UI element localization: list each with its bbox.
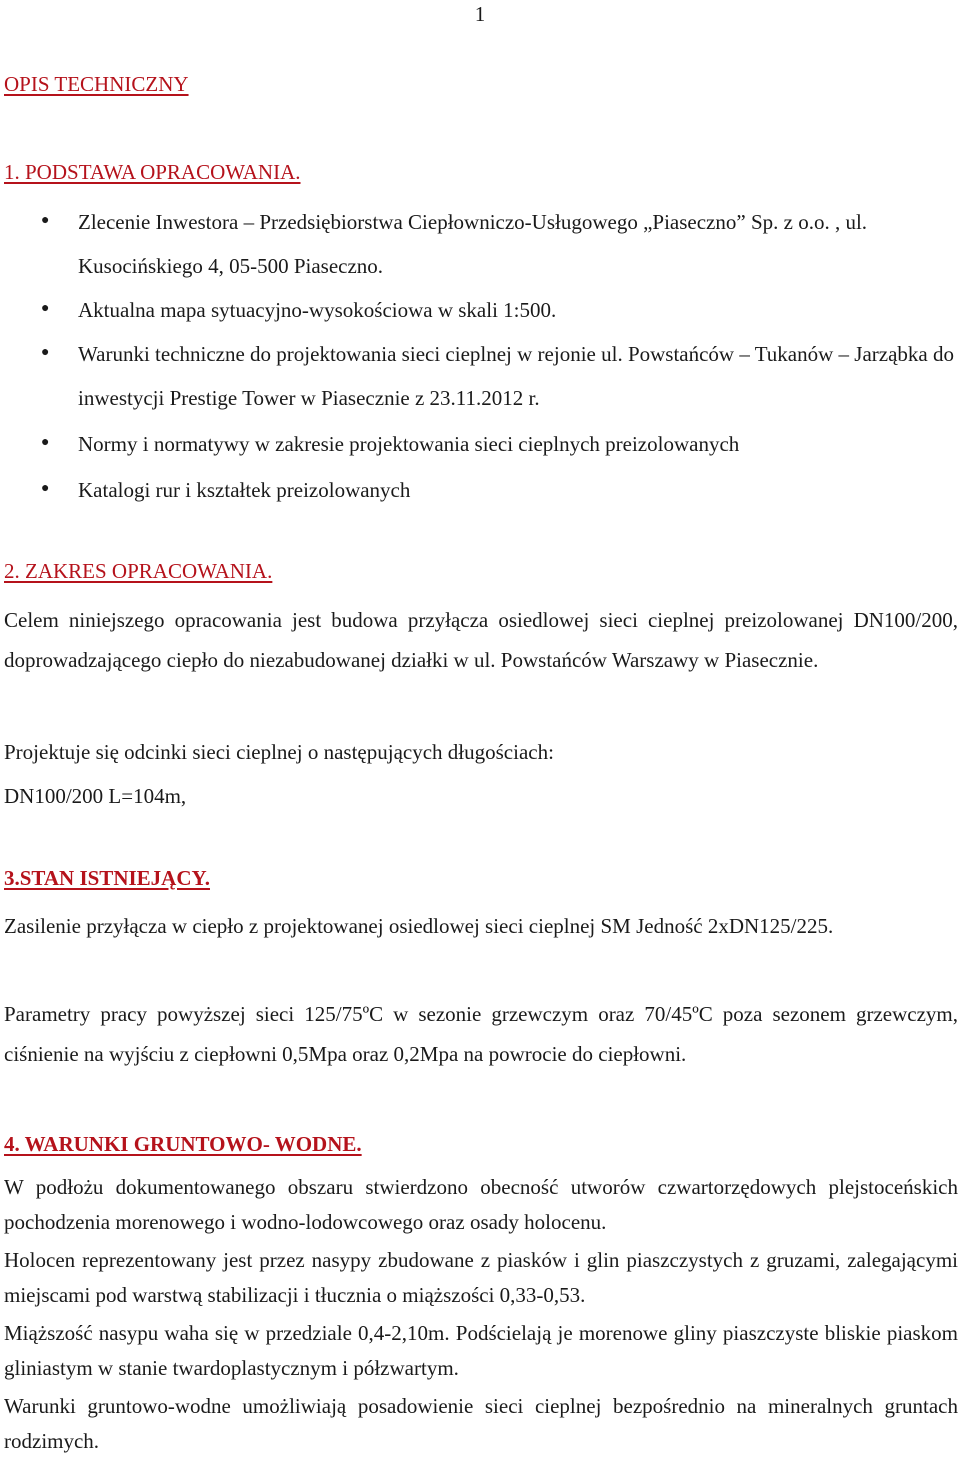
document-title: OPIS TECHNICZNY — [4, 72, 189, 96]
section-4-paragraph: Warunki gruntowo-wodne umożliwiają posadowienie sieci cieplnej bezpośrednio na mineralnych gruntach rodzimych. — [4, 1394, 958, 1453]
section-3-paragraph: Zasilenie przyłącza w ciepło z projektowanej osiedlowej sieci cieplnej SM Jedność 2xDN125/225. — [4, 914, 834, 938]
section-4-paragraph: W podłożu dokumentowanego obszaru stwierdzono obecność utworów czwartorzędowych plejstoceńskich pochodzenia morenowego i wodno-lodowcowego oraz osady holocenu. — [4, 1175, 958, 1234]
bullet-icon: ● — [41, 301, 50, 316]
section-2-heading: 2. ZAKRES OPRACOWANIA. — [4, 559, 273, 583]
section-4-paragraph: Miąższość nasypu waha się w przedziale 0,4-2,10m. Podścielają je morenowe gliny piaszczyste bliskie piaskom gliniastym w stanie twardoplastycznym i półzwartym. — [4, 1321, 958, 1380]
list-item-text: Zlecenie Inwestora – Przedsiębiorstwa Ciepłowniczo-Usługowego „Piaseczno” Sp. z o.o. , ul. Kusocińskiego 4, 05-500 Piaseczno. — [78, 210, 868, 278]
bullet-icon: ● — [41, 481, 50, 496]
bullet-icon: ● — [41, 345, 50, 360]
section-3-paragraph: Parametry pracy powyższej sieci 125/75ºC w sezonie grzewczym oraz 70/45ºC poza sezonem grzewczym, ciśnienie na wyjściu z ciepłowni 0,5Mpa oraz 0,2Mpa na powrocie do ciepłowni. — [4, 1002, 958, 1066]
section-1-heading: 1. PODSTAWA OPRACOWANIA. — [4, 160, 301, 184]
list-item-text: Aktualna mapa sytuacyjno-wysokościowa w skali 1:500. — [78, 298, 557, 322]
bullet-icon: ● — [41, 213, 50, 228]
section-2-paragraph: DN100/200 L=104m, — [4, 784, 187, 808]
page-number: 1 — [474, 2, 486, 26]
section-2-paragraph: Celem niniejszego opracowania jest budowa przyłącza osiedlowej sieci cieplnej preizolowanej DN100/200, doprowadzającego ciepło do niezabudowanej działki w ul. Powstańców Warszawy w Piasecznie. — [4, 608, 958, 672]
section-2-paragraph: Projektuje się odcinki sieci cieplnej o następujących długościach: — [4, 740, 554, 764]
list-item-text: Warunki techniczne do projektowania sieci cieplnej w rejonie ul. Powstańców – Tukanów – Jarząbka do inwestycji Prestige Tower w Piasecznie z 23.11.2012 r. — [78, 342, 954, 410]
section-3-heading: 3.STAN ISTNIEJĄCY. — [4, 866, 210, 890]
list-item-text: Normy i normatywy w zakresie projektowania sieci cieplnych preizolowanych — [78, 432, 740, 456]
section-4-paragraph: Holocen reprezentowany jest przez nasypy zbudowane z piasków i glin piaszczystych z gruzami, zalegającymi miejscami pod warstwą stabilizacji i tłucznia o miąższości 0,33-0,53. — [4, 1248, 958, 1307]
bullet-icon: ● — [41, 435, 50, 450]
list-item-text: Katalogi rur i kształtek preizolowanych — [78, 478, 411, 502]
section-4-heading: 4. WARUNKI GRUNTOWO- WODNE. — [4, 1132, 362, 1156]
